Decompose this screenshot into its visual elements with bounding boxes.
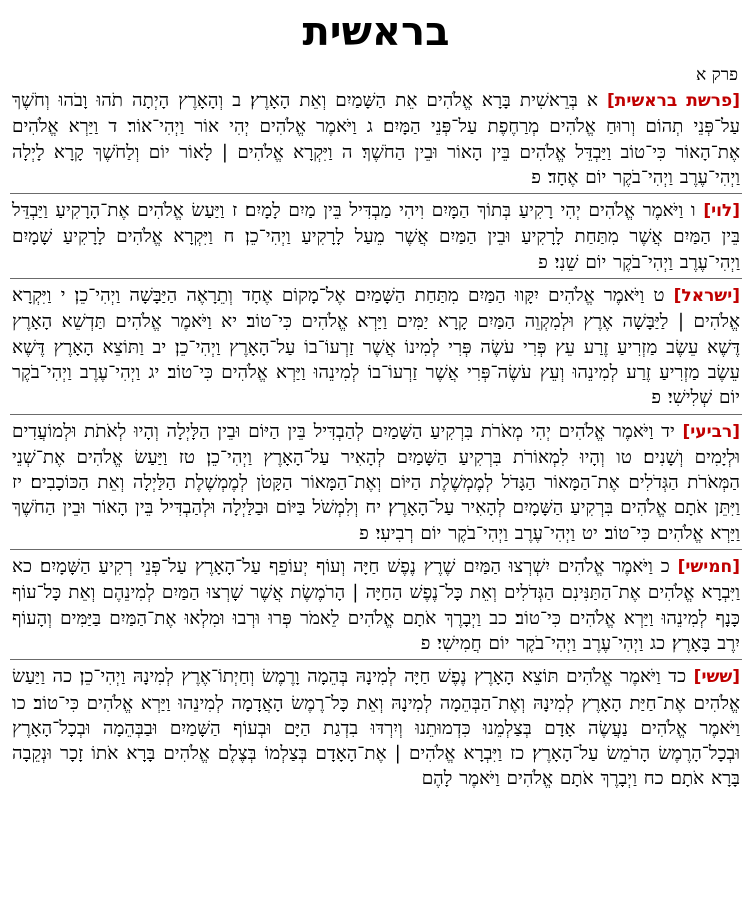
paragraph-text: כ וַיֹּאמֶר אֱלֹהִים יִשְׁרְצוּ הַמַּיִם שֶׁרֶץ נֶפֶשׁ חַיָּה וְעוֹף יְעוֹפֵף עַל־הָאָרֶץ עַל־פְּנֵי רְקִיעַ הַשָּׁמָיִם׃ כא וַיִּבְרָא אֱלֹהִים אֶת־הַתַּנִּינִם הַגְּדֹלִים וְאֵת כָּל־נֶפֶשׁ הַחַיָּה | הָרֹמֶשֶׂת אֲשֶׁר שָׁרְצוּ הַמַּיִם לְמִינֵהֶם וְאֵת כָּל־עוֹף כָּנָף לְמִינֵהוּ וַיַּרְא אֱלֹהִים כִּי־טוֹב׃ כב וַיְבָרֶךְ אֹתָם אֱלֹהִים לֵאמֹר פְּרוּ וּרְבוּ וּמִלְאוּ אֶת־הַמַּיִם בַּיַּמִּים וְהָעוֹף יִרֶב בָּאָרֶץ׃ כג וַיְהִי־עֶרֶב וַיְהִי־בֹקֶר יוֹם חֲמִישִׁי׃ פ — [12, 556, 740, 654]
paragraph-levi — [10, 198, 742, 275]
chapter-label: פרק א — [696, 65, 738, 85]
divider — [10, 549, 742, 550]
paragraph-yisrael — [10, 283, 742, 410]
parasha-label: [ישראל] — [673, 286, 740, 307]
paragraph-text: כד וַיֹּאמֶר אֱלֹהִים תּוֹצֵא הָאָרֶץ נֶפֶשׁ חַיָּה לְמִינָהּ בְּהֵמָה וָרֶמֶשׂ וְחַיְתוֹ־אֶרֶץ לְמִינָהּ וַיְהִי־כֵן׃ כה וַיַּעַשׂ אֱלֹהִים אֶת־חַיַּת הָאָרֶץ לְמִינָהּ וְאֶת־הַבְּהֵמָה לְמִינָהּ וְאֵת כָּל־רֶמֶשׂ הָאֲדָמָה לְמִינֵהוּ וַיַּרְא אֱלֹהִים כִּי־טוֹב׃ כו וַיֹּאמֶר אֱלֹהִים נַעֲשֶׂה אָדָם בְּצַלְמֵנוּ כִּדְמוּתֵנוּ וְיִרְדּוּ בִדְגַת הַיָּם וּבְעוֹף הַשָּׁמַיִם וּבַבְּהֵמָה וּבְכָל־הָאָרֶץ וּבְכָל־הָרֶמֶשׂ הָרֹמֵשׂ עַל־הָאָרֶץ׃ כז וַיִּבְרָא אֱלֹהִים | אֶת־הָאָדָם בְּצַלְמוֹ בְּצֶלֶם אֱלֹהִים בָּרָא אֹתוֹ זָכָר וּנְקֵבָה בָּרָא אֹתָם׃ כח וַיְבָרֶךְ אֹתָם אֱלֹהִים וַיֹּאמֶר לָהֶם — [12, 666, 740, 790]
divider — [10, 414, 742, 415]
document-page — [0, 4, 752, 899]
paragraph-shishi — [10, 664, 742, 791]
paragraph-bereshit — [10, 88, 742, 190]
parasha-label: [לוי] — [703, 201, 740, 222]
paragraph-text: ט וַיֹּאמֶר אֱלֹהִים יִקָּווּ הַמַּיִם מִתַּחַת הַשָּׁמַיִם אֶל־מָקוֹם אֶחָד וְתֵרָאֶה הַיַּבָּשָׁה וַיְהִי־כֵן׃ י וַיִּקְרָא אֱלֹהִים | לַיַּבָּשָׁה אֶרֶץ וּלְמִקְוֵה הַמַּיִם קָרָא יַמִּים וַיַּרְא אֱלֹהִים כִּי־טוֹב׃ יא וַיֹּאמֶר אֱלֹהִים תַּדְשֵׁא הָאָרֶץ דֶּשֶׁא עֵשֶׂב מַזְרִיעַ זֶרַע עֵץ פְּרִי עֹשֶׂה פְּרִי לְמִינוֹ אֲשֶׁר זַרְעוֹ־בוֹ עַל־הָאָרֶץ וַיְהִי־כֵן׃ יב וַתּוֹצֵא הָאָרֶץ דֶּשֶׁא עֵשֶׂב מַזְרִיעַ זֶרַע לְמִינֵהוּ וְעֵץ עֹשֶׂה־פְּרִי אֲשֶׁר זַרְעוֹ־בוֹ לְמִינֵהוּ וַיַּרְא אֱלֹהִים כִּי־טוֹב׃ יג וַיְהִי־עֶרֶב וַיְהִי־בֹקֶר יוֹם שְׁלִישִׁי׃ פ — [12, 285, 740, 409]
parasha-label: [פרשת בראשית] — [606, 91, 740, 111]
parasha-label: [חמישי] — [677, 557, 740, 578]
paragraph-text: א בְּרֵאשִׁית בָּרָא אֱלֹהִים אֵת הַשָּׁמַיִם וְאֵת הָאָרֶץ׃ ב וְהָאָרֶץ הָיְתָה תֹהוּ וָבֹהוּ וְחֹשֶׁךְ עַל־פְּנֵי תְהוֹם וְרוּחַ אֱלֹהִים מְרַחֶפֶת עַל־פְּנֵי הַמָּיִם׃ ג וַיֹּאמֶר אֱלֹהִים יְהִי אוֹר וַיְהִי־אוֹר׃ ד וַיַּרְא אֱלֹהִים אֶת־הָאוֹר כִּי־טוֹב וַיַּבְדֵּל אֱלֹהִים בֵּין הָאוֹר וּבֵין הַחֹשֶׁךְ׃ ה וַיִּקְרָא אֱלֹהִים | לָאוֹר יוֹם וְלַחֹשֶׁךְ קָרָא לָיְלָה וַיְהִי־עֶרֶב וַיְהִי־בֹקֶר יוֹם אֶחָד׃ פ — [12, 90, 740, 188]
parasha-label: [ששי] — [693, 667, 740, 688]
divider — [10, 278, 742, 279]
paragraph-text: ו וַיֹּאמֶר אֱלֹהִים יְהִי רָקִיעַ בְּתוֹךְ הַמָּיִם וִיהִי מַבְדִּיל בֵּין מַיִם לָמָיִם׃ ז וַיַּעַשׂ אֱלֹהִים אֶת־הָרָקִיעַ וַיַּבְדֵּל בֵּין הַמַּיִם אֲשֶׁר מִתַּחַת לָרָקִיעַ וּבֵין הַמַּיִם אֲשֶׁר מֵעַל לָרָקִיעַ וַיְהִי־כֵן׃ ח וַיִּקְרָא אֱלֹהִים לָרָקִיעַ שָׁמָיִם וַיְהִי־עֶרֶב וַיְהִי־בֹקֶר יוֹם שֵׁנִי׃ פ — [12, 200, 740, 273]
paragraph-text: יד וַיֹּאמֶר אֱלֹהִים יְהִי מְאֹרֹת בִּרְקִיעַ הַשָּׁמַיִם לְהַבְדִּיל בֵּין הַיּוֹם וּבֵין הַלָּיְלָה וְהָיוּ לְאֹתֹת וּלְמוֹעֲדִים וּלְיָמִים וְשָׁנִים׃ טו וְהָיוּ לִמְאוֹרֹת בִּרְקִיעַ הַשָּׁמַיִם לְהָאִיר עַל־הָאָרֶץ וַיְהִי־כֵן׃ טז וַיַּעַשׂ אֱלֹהִים אֶת־שְׁנֵי הַמְּאֹרֹת הַגְּדֹלִים אֶת־הַמָּאוֹר הַגָּדֹל לְמֶמְשֶׁלֶת הַיּוֹם וְאֶת־הַמָּאוֹר הַקָּטֹן לְמֶמְשֶׁלֶת הַלַּיְלָה וְאֵת הַכּוֹכָבִים׃ יז וַיִּתֵּן אֹתָם אֱלֹהִים בִּרְקִיעַ הַשָּׁמָיִם לְהָאִיר עַל־הָאָרֶץ׃ יח וְלִמְשֹׁל בַּיּוֹם וּבַלַּיְלָה וּלְהַבְדִּיל בֵּין הָאוֹר וּבֵין הַחֹשֶׁךְ וַיַּרְא אֱלֹהִים כִּי־טוֹב׃ יט וַיְהִי־עֶרֶב וַיְהִי־בֹקֶר יוֹם רְבִיעִי׃ פ — [12, 420, 740, 544]
paragraph-revii — [10, 419, 742, 546]
book-title: בראשית — [302, 9, 450, 55]
paragraph-chamishi — [10, 554, 742, 656]
divider — [10, 193, 742, 194]
divider — [10, 659, 742, 660]
parasha-label: [רביעי] — [682, 421, 740, 442]
